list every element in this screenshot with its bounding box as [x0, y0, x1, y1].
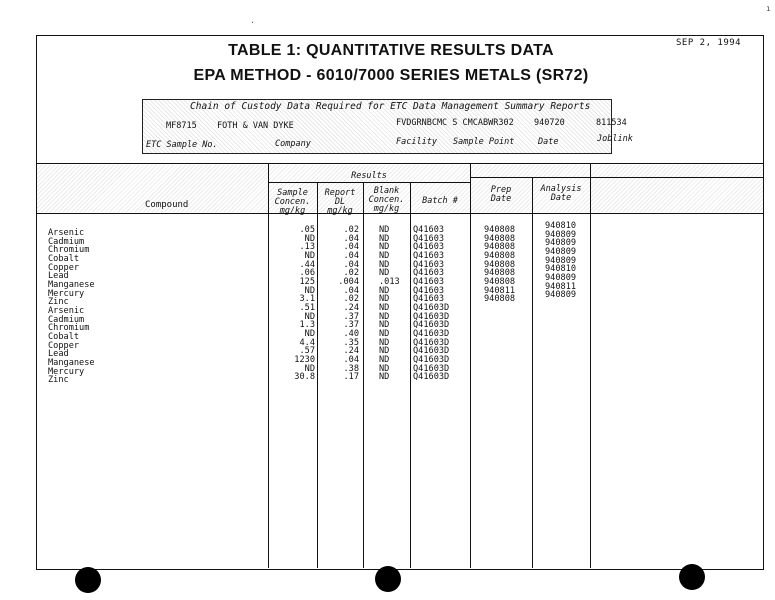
cell-dl: .35 [343, 337, 359, 348]
label-joblink: Joblink [597, 134, 633, 144]
cell-analysis: 940809 [545, 246, 577, 257]
col-divider-3 [363, 183, 364, 568]
cell-dl: .38 [343, 363, 359, 374]
cell-batch: Q41603D [413, 311, 450, 322]
cell-compound: Cobalt [48, 253, 80, 264]
cell-sample: .51 [299, 302, 315, 313]
cell-compound: Arsenic [48, 305, 85, 316]
cell-prep: 940808 [484, 225, 516, 235]
cell-compound: Copper [48, 262, 80, 273]
cell-prep: 940808 [484, 250, 516, 261]
cell-batch: Q41603D [413, 302, 450, 313]
label-company: Company [275, 139, 311, 149]
facility-point: FVDGRNBCMC S CMCABWR302 [396, 118, 514, 128]
cell-dl: .40 [343, 328, 359, 339]
cell-blank: ND [379, 268, 390, 279]
cell-sample: 125 [299, 276, 315, 287]
cell-dl: .24 [343, 346, 359, 357]
cell-dl: .02 [343, 294, 359, 305]
page-title: TABLE 1: QUANTITATIVE RESULTS DATA [228, 42, 554, 59]
cell-sample: ND [304, 233, 315, 244]
cell-analysis: 940809 [545, 255, 577, 266]
cell-batch: Q41603 [413, 233, 445, 244]
cell-compound: Cadmium [48, 236, 85, 247]
cell-compound: Mercury [48, 366, 85, 377]
cell-batch: Q41603 [413, 276, 445, 287]
report-dl-header: Report DL mg/kg [324, 188, 356, 216]
cell-batch: Q41603D [413, 320, 450, 331]
cell-sample: .57 [299, 346, 315, 357]
cell-compound: Zinc [48, 297, 69, 308]
cell-analysis: 940810 [545, 221, 577, 231]
cell-sample: 30.8 [294, 372, 315, 383]
cell-blank: .013 [379, 276, 400, 287]
cell-dl: .004 [338, 276, 359, 287]
cell-analysis: 940811 [545, 281, 577, 292]
cell-blank: ND [379, 285, 390, 296]
blank-concen-header: Blank Concen. mg/kg [368, 186, 405, 214]
cell-analysis: 940809 [545, 229, 577, 240]
cell-dl: .04 [343, 250, 359, 261]
cell-blank: ND [379, 225, 390, 235]
cell-blank: ND [379, 294, 390, 305]
cell-dl: .24 [343, 302, 359, 313]
cell-batch: Q41603 [413, 242, 445, 253]
cell-compound: Chromium [48, 245, 90, 256]
analysis-date-header: Analysis Date [540, 184, 582, 203]
compound-header: Compound [145, 200, 189, 210]
cell-sample: ND [304, 328, 315, 339]
cell-sample: .13 [299, 242, 315, 253]
cell-blank: ND [379, 320, 390, 331]
cell-prep: 940808 [484, 294, 516, 305]
cell-dl: .02 [343, 268, 359, 279]
results-rule [268, 182, 470, 183]
cell-compound: Cobalt [48, 331, 80, 342]
col-divider-7 [590, 163, 591, 568]
cell-sample: ND [304, 250, 315, 261]
cell-compound: Lead [48, 271, 69, 282]
cell-dl: .04 [343, 285, 359, 296]
cell-batch: Q41603D [413, 337, 450, 348]
cell-sample: 1230 [294, 354, 315, 365]
cell-compound: Cadmium [48, 314, 85, 325]
cell-sample: ND [304, 363, 315, 374]
punch-hole-left [75, 567, 101, 593]
cell-batch: Q41603D [413, 346, 450, 357]
batch-header: Batch # [422, 196, 458, 206]
cell-analysis: 940809 [545, 238, 577, 249]
batch-column [413, 226, 449, 382]
cell-compound: Manganese [48, 357, 95, 368]
prep-date-header: Prep Date [490, 185, 512, 204]
sample-concen-column [268, 226, 315, 382]
cell-blank: ND [379, 346, 390, 357]
cell-batch: Q41603 [413, 225, 445, 235]
cell-compound: Chromium [48, 323, 90, 334]
cell-prep: 940808 [484, 276, 516, 287]
table-top-rule [36, 163, 764, 164]
cell-sample: ND [304, 285, 315, 296]
cell-dl: .04 [343, 354, 359, 365]
cell-blank: ND [379, 363, 390, 374]
cell-dl: .17 [343, 372, 359, 383]
cell-batch: Q41603D [413, 363, 450, 374]
compound-column [48, 229, 95, 385]
prep-date-column [484, 226, 515, 304]
cell-batch: Q41603D [413, 372, 450, 383]
cell-blank: ND [379, 372, 390, 383]
cell-prep: 940808 [484, 242, 516, 253]
report-dl-column [317, 226, 359, 382]
cell-blank: ND [379, 354, 390, 365]
cell-dl: .37 [343, 311, 359, 322]
cell-compound: Mercury [48, 288, 85, 299]
cell-dl: .37 [343, 320, 359, 331]
cell-batch: Q41603 [413, 285, 445, 296]
cell-sample: 1.3 [299, 320, 315, 331]
cell-compound: Lead [48, 349, 69, 360]
cell-batch: Q41603 [413, 259, 445, 270]
label-facility: Facility [396, 137, 437, 147]
results-header: Results [351, 171, 387, 181]
page-subtitle: EPA METHOD - 6010/7000 SERIES METALS (SR72) [193, 67, 589, 84]
cell-sample: 4.4 [299, 337, 315, 348]
cell-batch: Q41603 [413, 250, 445, 261]
sample-concen-header: Sample Concen. mg/kg [274, 188, 311, 216]
cell-analysis: 940809 [545, 272, 577, 283]
cell-prep: 940811 [484, 285, 516, 296]
company-name: FOTH & VAN DYKE [217, 121, 294, 131]
speck-mark: · [250, 18, 255, 27]
cell-compound: Copper [48, 340, 80, 351]
cell-blank: ND [379, 250, 390, 261]
sample-number: MF8715 [166, 121, 197, 131]
cell-compound: Arsenic [48, 228, 85, 238]
cell-blank: ND [379, 302, 390, 313]
cell-blank: ND [379, 328, 390, 339]
corner-mark: ı [766, 4, 771, 13]
cell-blank: ND [379, 242, 390, 253]
cell-batch: Q41603D [413, 328, 450, 339]
cell-sample: ND [304, 311, 315, 322]
analysis-date-column [545, 222, 576, 300]
col-divider-5 [470, 163, 471, 568]
punch-hole-right [679, 564, 705, 590]
dates-rule [470, 177, 764, 178]
blank-concen-column [379, 226, 400, 382]
cell-blank: ND [379, 311, 390, 322]
cell-sample: 3.1 [299, 294, 315, 305]
cell-sample: .06 [299, 268, 315, 279]
cell-batch: Q41603D [413, 354, 450, 365]
report-date: SEP 2, 1994 [676, 38, 742, 48]
col-divider-4 [410, 183, 411, 568]
cell-dl: .02 [343, 225, 359, 235]
cell-sample: .44 [299, 259, 315, 270]
cell-compound: Manganese [48, 279, 95, 290]
cell-blank: ND [379, 337, 390, 348]
cell-analysis: 940810 [545, 264, 577, 275]
cell-batch: Q41603 [413, 294, 445, 305]
cell-sample: .05 [299, 225, 315, 235]
label-sample-point: Sample Point [453, 137, 515, 147]
cell-prep: 940808 [484, 259, 516, 270]
joblink-value: 811534 [596, 118, 627, 128]
cell-prep: 940808 [484, 268, 516, 279]
custody-title: Chain of Custody Data Required for ETC Data Management Summary Reports [190, 101, 591, 112]
cell-compound: Zinc [48, 375, 69, 386]
cell-analysis: 940809 [545, 290, 577, 301]
cell-dl: .04 [343, 259, 359, 270]
punch-hole-center [375, 566, 401, 592]
cell-blank: ND [379, 233, 390, 244]
cell-batch: Q41603 [413, 268, 445, 279]
cell-prep: 940808 [484, 233, 516, 244]
custody-date: 940720 [534, 118, 565, 128]
cell-dl: .04 [343, 242, 359, 253]
cell-blank: ND [379, 259, 390, 270]
cell-dl: .04 [343, 233, 359, 244]
label-date: Date [538, 137, 559, 147]
label-sample-no: ETC Sample No. [146, 140, 218, 150]
col-divider-6 [532, 178, 533, 568]
